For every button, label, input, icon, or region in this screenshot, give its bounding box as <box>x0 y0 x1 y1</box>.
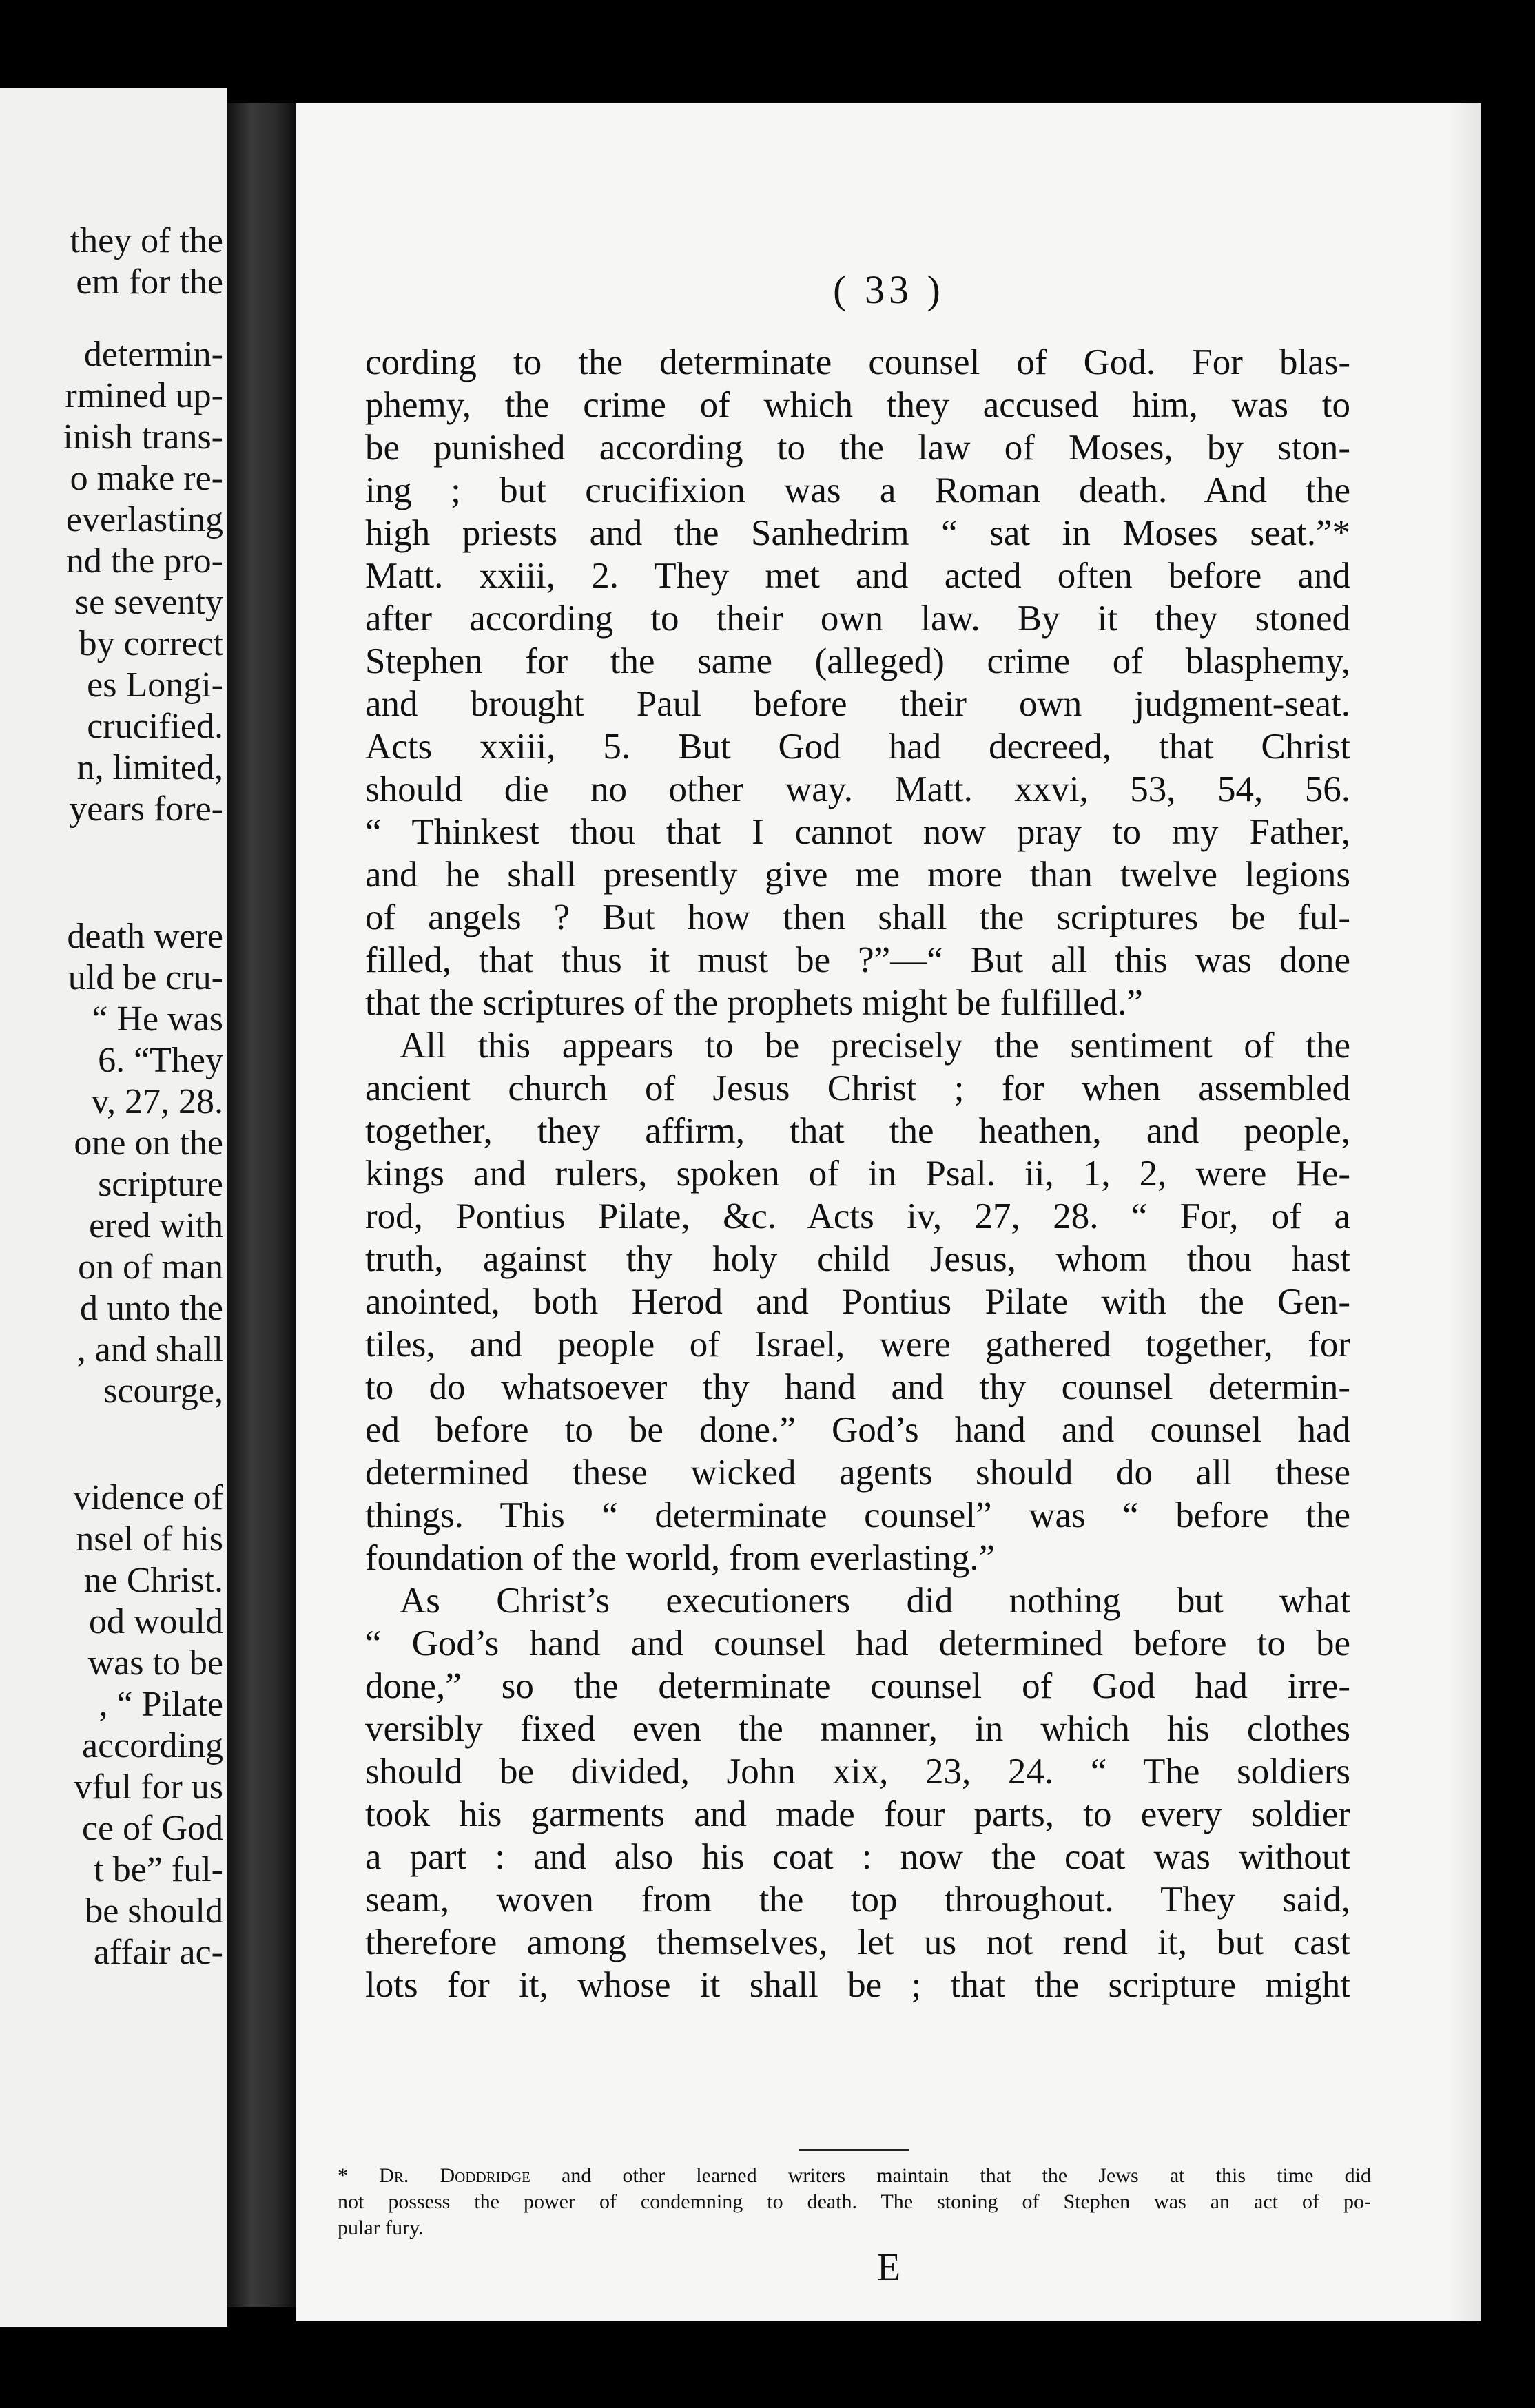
left-page-line: “ He was <box>92 999 223 1039</box>
body-text-line: ed before to be done.” God’s hand and counsel had <box>365 1410 1350 1450</box>
left-page-line: vful for us <box>74 1767 223 1807</box>
body-text-line: of angels ? But how then shall the scriptures be ful- <box>365 897 1350 937</box>
body-text-line: “ Thinkest thou that I cannot now pray to my Father, <box>365 812 1350 852</box>
left-page-line: according <box>81 1726 223 1765</box>
left-page-line: scourge, <box>103 1371 223 1411</box>
left-page-line: vidence of <box>72 1478 223 1517</box>
footnote-author: Dr. Doddridge <box>379 2164 530 2187</box>
left-page-line: ne Christ. <box>83 1561 223 1600</box>
left-page-line: , “ Pilate <box>99 1685 223 1724</box>
left-page-line: nsel of his <box>76 1519 223 1559</box>
body-text-line: kings and rulers, spoken of in Psal. ii, 1, 2, were He- <box>365 1154 1350 1194</box>
body-text-line: to do whatsoever thy hand and thy counsel determin- <box>365 1367 1350 1407</box>
body-text-line: seam, woven from the top throughout. They said, <box>365 1880 1350 1920</box>
body-text-line: and he shall presently give me more than twelve legions <box>365 855 1350 895</box>
left-page-line: by correct <box>79 624 223 663</box>
body-text-line: versibly fixed even the manner, in which his clothes <box>365 1709 1350 1749</box>
signature-mark: E <box>876 2246 901 2289</box>
body-text-line: and brought Paul before their own judgment-seat. <box>365 684 1350 724</box>
left-page-line: es Longi- <box>87 665 223 705</box>
body-text-line: therefore among themselves, let us not rend it, but cast <box>365 1922 1350 1962</box>
body-text-line: done,” so the determinate counsel of God had irre- <box>365 1666 1350 1706</box>
left-page-line: , and shall <box>76 1330 223 1369</box>
left-page-line: scripture <box>98 1165 223 1204</box>
body-text-line: filled, that thus it must be ?”—“ But all this was done <box>365 940 1350 980</box>
body-text-line: ing ; but crucifixion was a Roman death. And the <box>365 470 1350 510</box>
body-text-line: truth, against thy holy child Jesus, whom thou hast <box>365 1239 1350 1279</box>
body-text-line: lots for it, whose it shall be ; that the scripture might <box>365 1965 1350 2005</box>
footnote-line-2: not possess the power of condemning to death. The stoning of Stephen was an act of po- <box>338 2190 1371 2213</box>
left-page-line: on of man <box>78 1247 223 1287</box>
footnote-line-3: pular fury. <box>338 2217 424 2239</box>
body-text-line: “ God’s hand and counsel had determined before to be <box>365 1623 1350 1663</box>
left-page-line: everlasting <box>65 500 223 539</box>
body-text-line: took his garments and made four parts, to every soldier <box>365 1794 1350 1834</box>
footnote-rule <box>799 2149 909 2151</box>
left-page-line: em for the <box>76 262 223 302</box>
left-page-line: ce of God <box>81 1809 223 1848</box>
left-page-line: determin- <box>83 335 223 374</box>
left-page-line: t be” ful- <box>94 1850 223 1889</box>
left-page-line: was to be <box>87 1643 223 1683</box>
body-text-line: high priests and the Sanhedrim “ sat in Moses seat.”* <box>365 513 1350 553</box>
body-text-line: cording to the determinate counsel of God. For blas- <box>365 342 1350 382</box>
body-text-line: determined these wicked agents should do all these <box>365 1453 1350 1493</box>
body-text-line: tiles, and people of Israel, were gathered together, for <box>365 1325 1350 1364</box>
body-text-line: a part : and also his coat : now the coat was without <box>365 1837 1350 1877</box>
left-page-line: d unto the <box>80 1289 223 1328</box>
body-text-line: ancient church of Jesus Christ ; for when assembled <box>365 1068 1350 1108</box>
footnote-line-1 <box>338 2163 1371 2189</box>
body-text-line: should die no other way. Matt. xxvi, 53, 54, 56. <box>365 769 1350 809</box>
body-text-line: phemy, the crime of which they accused him, was to <box>365 385 1350 425</box>
footnote-text-1: and other learned writers maintain that the Jews at this time did <box>530 2164 1371 2187</box>
left-page-line: uld be cru- <box>68 958 223 997</box>
book-gutter <box>227 103 296 2307</box>
left-page-line: se seventy <box>74 583 223 622</box>
body-text-line: together, they affirm, that the heathen, and people, <box>365 1111 1350 1151</box>
left-facing-page <box>0 88 227 2327</box>
body-text-line: be punished according to the law of Moses, by ston- <box>365 428 1350 468</box>
left-page-line: v, 27, 28. <box>91 1082 223 1121</box>
left-page-line: od would <box>89 1602 223 1641</box>
body-text-line: that the scriptures of the prophets might be fulfilled.” <box>365 983 1143 1023</box>
left-page-line: years fore- <box>69 789 223 829</box>
body-text-line: should be divided, John xix, 23, 24. “ The soldiers <box>365 1752 1350 1792</box>
left-page-line: n, limited, <box>76 748 223 787</box>
left-page-line: ered with <box>89 1206 223 1245</box>
body-text-line: things. This “ determinate counsel” was “ before the <box>365 1495 1350 1535</box>
left-page-line: one on the <box>74 1123 223 1163</box>
left-page-line: affair ac- <box>93 1933 223 1972</box>
body-text-line: Acts xxiii, 5. But God had decreed, that Christ <box>365 727 1350 767</box>
body-text-line: Matt. xxiii, 2. They met and acted often before and <box>365 556 1350 596</box>
body-text-line: after according to their own law. By it they stoned <box>365 599 1350 639</box>
left-page-line: nd the pro- <box>65 541 223 581</box>
left-page-line: rmined up- <box>65 376 223 415</box>
left-page-line: 6. “They <box>98 1041 223 1080</box>
left-page-line: be should <box>85 1891 223 1931</box>
body-text-line: Stephen for the same (alleged) crime of blasphemy, <box>365 641 1350 681</box>
left-page-line: o make re- <box>70 459 223 498</box>
page-number-header: ( 33 ) <box>833 267 945 312</box>
left-page-line: crucified. <box>87 707 223 746</box>
body-text-line: As Christ’s executioners did nothing but what <box>400 1581 1350 1621</box>
left-page-line: they of the <box>70 221 223 260</box>
left-page-line: inish trans- <box>63 417 223 457</box>
body-text-line: foundation of the world, from everlasting.” <box>365 1538 995 1578</box>
body-text-line: All this appears to be precisely the sentiment of the <box>400 1026 1350 1066</box>
body-text-line: anointed, both Herod and Pontius Pilate with the Gen- <box>365 1282 1350 1322</box>
footnote-marker: * <box>338 2164 380 2187</box>
right-page <box>296 103 1481 2321</box>
body-text-line: rod, Pontius Pilate, &c. Acts iv, 27, 28. “ For, of a <box>365 1196 1350 1236</box>
left-page-line: death were <box>67 917 223 956</box>
